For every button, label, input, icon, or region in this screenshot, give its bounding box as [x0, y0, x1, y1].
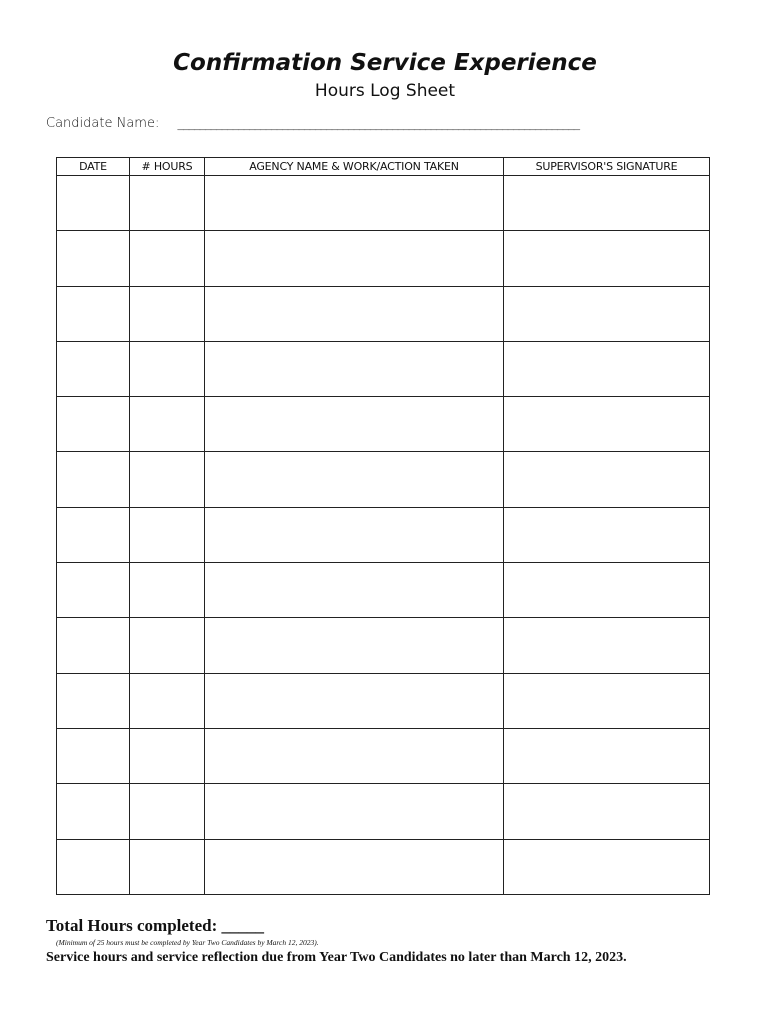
supervisor-signature-cell: [504, 507, 710, 562]
supervisor-signature-cell: [504, 286, 710, 341]
date-cell: [57, 507, 130, 562]
agency-work-cell: [205, 673, 504, 728]
table-row: [57, 728, 710, 783]
agency-work-cell: [205, 341, 504, 396]
table-row: [57, 452, 710, 507]
table-header-row: [57, 158, 710, 176]
supervisor-signature-cell: [504, 341, 710, 396]
hours-log-table: [56, 157, 710, 895]
date-cell: [57, 286, 130, 341]
page-subtitle: Hours Log Sheet: [314, 81, 456, 101]
date-cell: [57, 397, 130, 452]
header-supervisor-signature: SUPERVISOR'S SIGNATURE: [504, 158, 710, 176]
agency-work-cell: [205, 176, 504, 231]
hours-cell: [130, 507, 205, 562]
hours-cell: [130, 784, 205, 839]
hours-cell: [130, 397, 205, 452]
supervisor-signature-cell: [504, 839, 710, 894]
date-cell: [57, 839, 130, 894]
date-cell: [57, 231, 130, 286]
table-row: [57, 618, 710, 673]
hours-cell: [130, 839, 205, 894]
table-row: [57, 563, 710, 618]
hours-cell: [130, 341, 205, 396]
date-cell: [57, 176, 130, 231]
table-row: [57, 341, 710, 396]
date-cell: [57, 618, 130, 673]
table-row: [57, 231, 710, 286]
table-row: [57, 397, 710, 452]
hours-cell: [130, 286, 205, 341]
date-cell: [57, 673, 130, 728]
agency-work-cell: [205, 452, 504, 507]
hours-cell: [130, 231, 205, 286]
agency-work-cell: [205, 618, 504, 673]
hours-cell: [130, 563, 205, 618]
supervisor-signature-cell: [504, 728, 710, 783]
total-hours-line: Total Hours completed: _____: [46, 916, 265, 935]
supervisor-signature-cell: [504, 231, 710, 286]
table-row: [57, 176, 710, 231]
supervisor-signature-cell: [504, 397, 710, 452]
header-date: DATE: [57, 158, 130, 176]
supervisor-signature-cell: [504, 563, 710, 618]
date-cell: [57, 452, 130, 507]
header-hours: # HOURS: [130, 158, 205, 176]
candidate-name-line: [46, 116, 696, 131]
page-title: Confirmation Service Experience: [173, 50, 597, 76]
date-cell: [57, 341, 130, 396]
agency-work-cell: [205, 728, 504, 783]
agency-work-cell: [205, 286, 504, 341]
date-cell: [57, 563, 130, 618]
date-cell: [57, 728, 130, 783]
candidate-name-label: Candidate Name:: [46, 116, 160, 131]
table-row: [57, 673, 710, 728]
agency-work-cell: [205, 231, 504, 286]
agency-work-cell: [205, 839, 504, 894]
agency-work-cell: [205, 507, 504, 562]
candidate-name-blank: _________________________________________________________________________: [177, 116, 579, 131]
supervisor-signature-cell: [504, 784, 710, 839]
table-row: [57, 784, 710, 839]
agency-work-cell: [205, 563, 504, 618]
supervisor-signature-cell: [504, 673, 710, 728]
supervisor-signature-cell: [504, 452, 710, 507]
hours-cell: [130, 618, 205, 673]
hours-cell: [130, 673, 205, 728]
minimum-hours-note: (Minimum of 25 hours must be completed by Year Two Candidates by March 12, 2023).: [56, 938, 319, 947]
hours-cell: [130, 452, 205, 507]
table-row: [57, 839, 710, 894]
table-body: [57, 176, 710, 895]
agency-work-cell: [205, 397, 504, 452]
supervisor-signature-cell: [504, 176, 710, 231]
agency-work-cell: [205, 784, 504, 839]
supervisor-signature-cell: [504, 618, 710, 673]
table-row: [57, 286, 710, 341]
hours-cell: [130, 176, 205, 231]
header-agency-work: AGENCY NAME & WORK/ACTION TAKEN: [205, 158, 504, 176]
hours-cell: [130, 728, 205, 783]
date-cell: [57, 784, 130, 839]
due-date-note: Service hours and service reflection due from Year Two Candidates no later than March 12, 2023.: [46, 950, 627, 965]
table-row: [57, 507, 710, 562]
